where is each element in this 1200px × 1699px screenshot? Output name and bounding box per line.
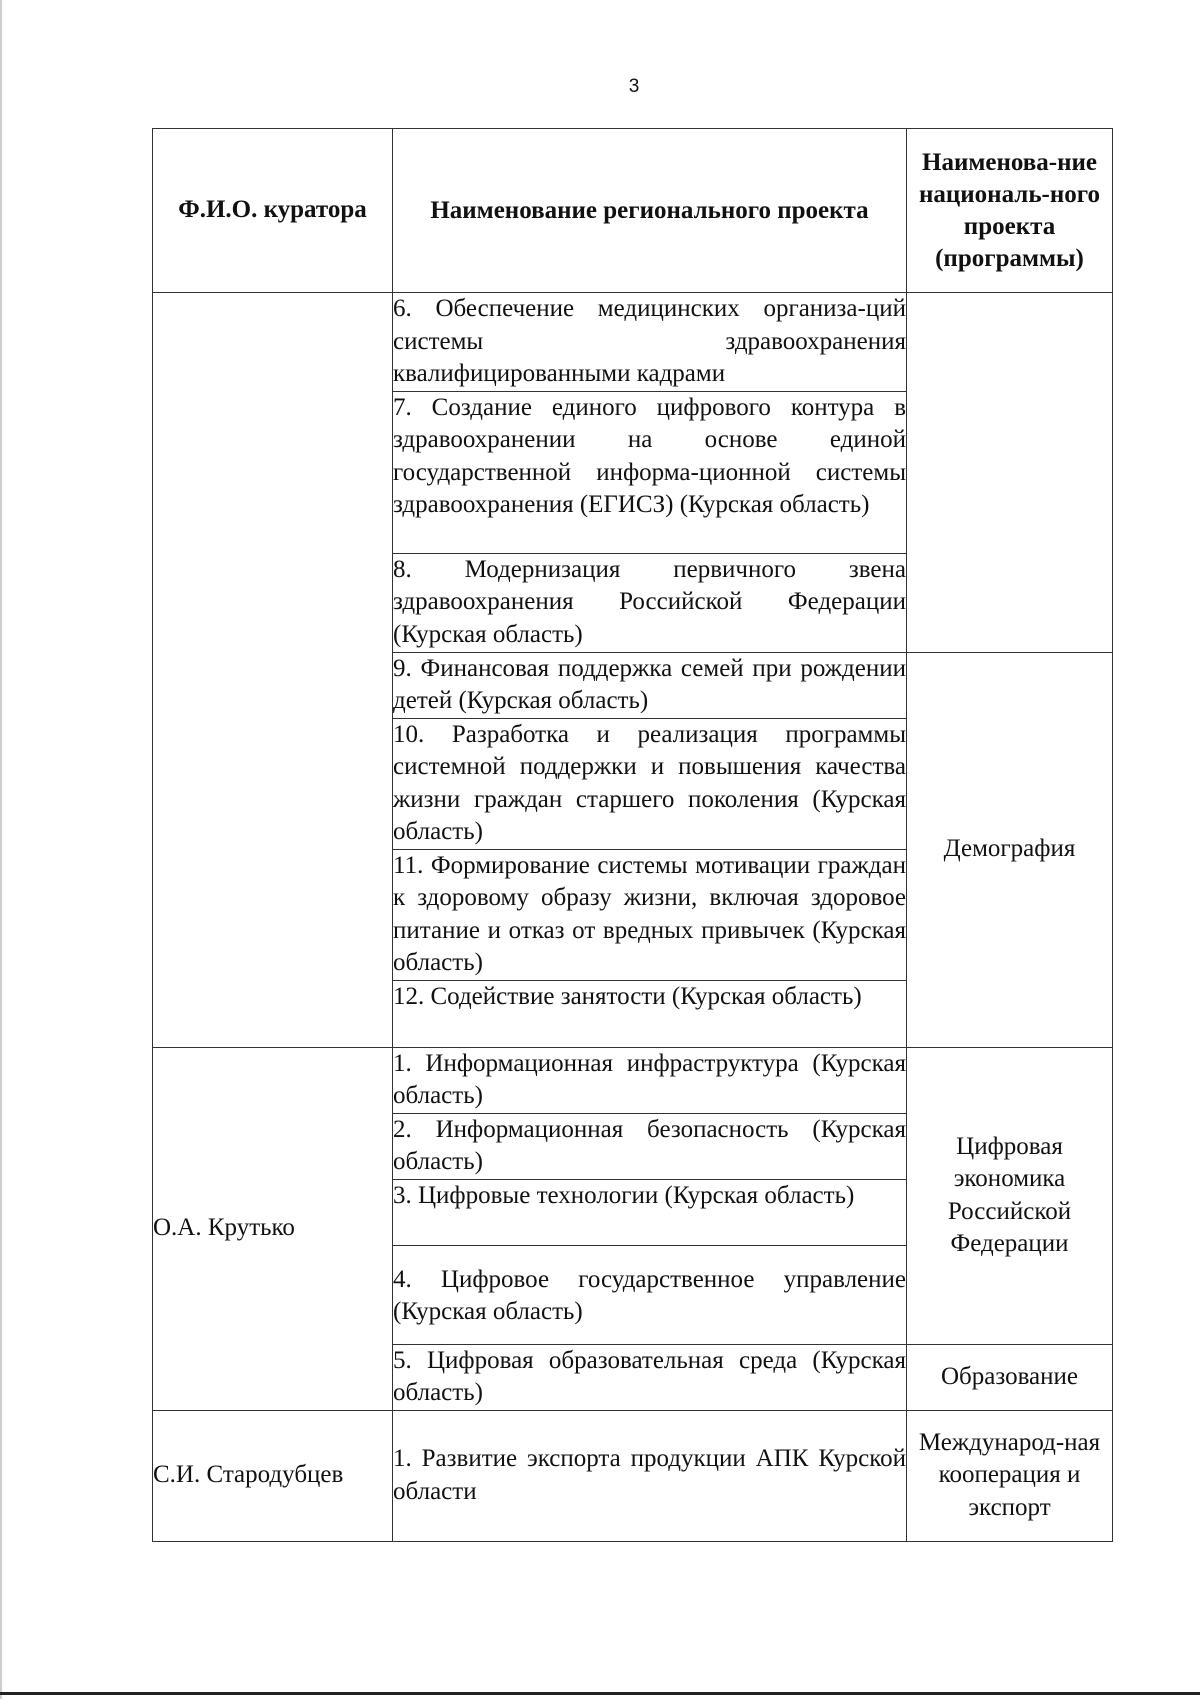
scan-edge <box>0 0 2 1699</box>
regional-project-cell: 1. Информационная инфраструктура (Курская область) <box>393 1047 907 1113</box>
header-curator: Ф.И.О. куратора <box>153 129 393 293</box>
national-project-cell <box>907 293 1113 653</box>
regional-project-cell: 2. Информационная безопасность (Курская область) <box>393 1113 907 1179</box>
national-project-cell: Международ-ная кооперация и экспорт <box>907 1410 1113 1541</box>
table-row <box>153 1047 1113 1113</box>
curator-cell <box>153 293 393 1048</box>
table-row <box>153 1410 1113 1541</box>
curator-cell: С.И. Стародубцев <box>153 1410 393 1541</box>
national-project-cell: Образование <box>907 1344 1113 1410</box>
regional-project-cell: 11. Формирование системы мотивации граждан к здоровому образу жизни, включая здоровое питание и отказ от вредных привычек (Курская область) <box>393 849 907 980</box>
national-project-cell: Демография <box>907 652 1113 1047</box>
regional-project-cell: 3. Цифровые технологии (Курская область) <box>393 1179 907 1245</box>
regional-project-cell: 7. Создание единого цифрового контура в здравоохранении на основе единой государственной информа-ционной системы здравоохранения (ЕГИСЗ) (Курская область) <box>393 391 907 553</box>
table-row <box>153 293 1113 392</box>
regional-project-cell: 9. Финансовая поддержка семей при рождении детей (Курская область) <box>393 652 907 718</box>
curators-table <box>152 128 1113 1542</box>
regional-project-cell: 10. Разработка и реализация программы системной поддержки и повышения качества жизни граждан старшего поколения (Курская область) <box>393 718 907 849</box>
regional-project-cell: 5. Цифровая образовательная среда (Курская область) <box>393 1344 907 1410</box>
page-number: 3 <box>628 76 640 97</box>
scan-edge <box>0 1692 1200 1695</box>
curator-cell: О.А. Крутько <box>153 1047 393 1410</box>
national-project-cell: Цифровая экономика Российской Федерации <box>907 1047 1113 1344</box>
header-national-project: Наименова-ние националь-ного проекта (программы) <box>907 129 1113 293</box>
regional-project-cell: 4. Цифровое государственное управление (Курская область) <box>393 1245 907 1344</box>
regional-project-cell: 1. Развитие экспорта продукции АПК Курской области <box>393 1410 907 1541</box>
regional-project-cell: 8. Модернизация первичного звена здравоохранения Российской Федерации (Курская область) <box>393 553 907 652</box>
regional-project-cell: 12. Содействие занятости (Курская область) <box>393 980 907 1047</box>
table-header-row <box>153 129 1113 293</box>
regional-project-cell: 6. Обеспечение медицинских организа-ций системы здравоохранения квалифицированными кадрами <box>393 293 907 392</box>
header-regional-project: Наименование регионального проекта <box>393 129 907 293</box>
